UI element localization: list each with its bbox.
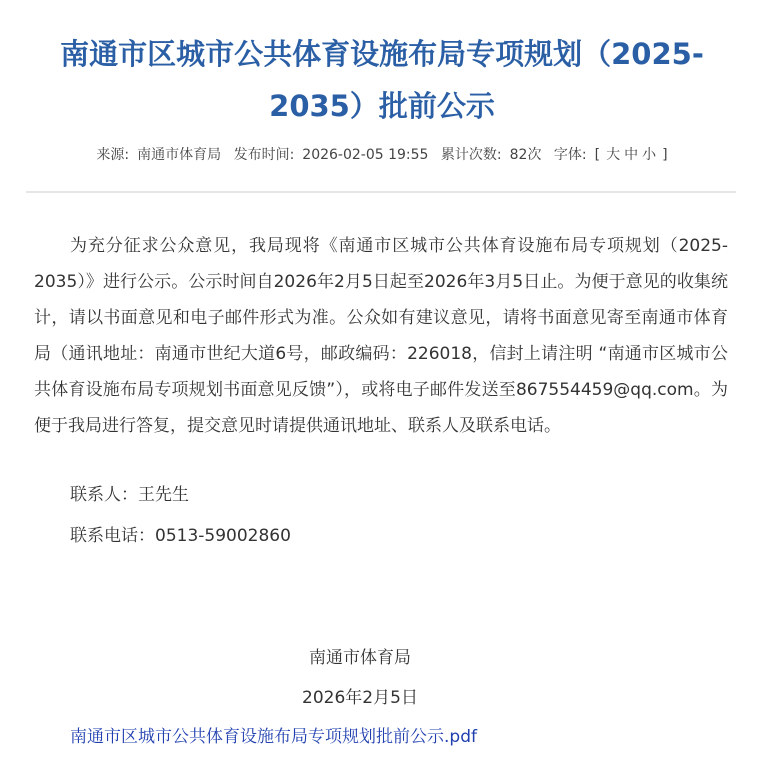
article-title [0,28,764,132]
signature-date: 2026年2月5日 [302,688,418,708]
font-size-small-button[interactable]: 小 [642,147,657,163]
font-size-medium-button[interactable]: 中 [624,147,639,163]
contact-phone: 联系电话：0513-59002860 [70,526,291,546]
article-body [34,228,728,444]
article-meta [0,144,764,164]
article-title-line-2: 2035）批前公示 [269,89,495,123]
publish-time: 2026-02-05 19:55 [302,147,429,163]
font-bracket-open: [ [594,147,601,163]
views-count: 82次 [509,147,542,163]
publish-label: 发布时间: [233,147,295,163]
source-label: 来源: [96,147,130,163]
article-title-line-1: 南通市区城市公共体育设施布局专项规划（2025- [60,37,704,71]
font-size-large-button[interactable]: 大 [606,147,621,163]
source-value: 南通市体育局 [137,147,222,163]
body-paragraph: 为充分征求公众意见，我局现将《南通市区城市公共体育设施布局专项规划（2025-2035）》进行公示。公示时间自2026年2月5日起至2026年3月5日止。为便于意见的收集统计，请以书面意见和电子邮件形式为准。公众如有建议意见，请将书面意见寄至南通市体育局（通讯地址：南通市世纪大道6号，邮政编码：226018，信封上请注明 “南通市区城市公共体育设施布局专项规划书面意见反馈”），或将电子邮件发送至867554459@qq.com。为便于我局进行答复，提交意见时请提供通讯地址、联系人及联系电话。 [34,236,728,436]
divider [26,191,736,193]
font-bracket-close: ] [662,147,668,163]
views-label: 累计次数: [440,147,502,163]
attachment-link[interactable]: 南通市区城市公共体育设施布局专项规划批前公示.pdf [70,727,477,747]
contact-person: 联系人：王先生 [70,485,189,505]
signature-org: 南通市体育局 [309,648,411,668]
font-size-label: 字体: [553,147,587,163]
